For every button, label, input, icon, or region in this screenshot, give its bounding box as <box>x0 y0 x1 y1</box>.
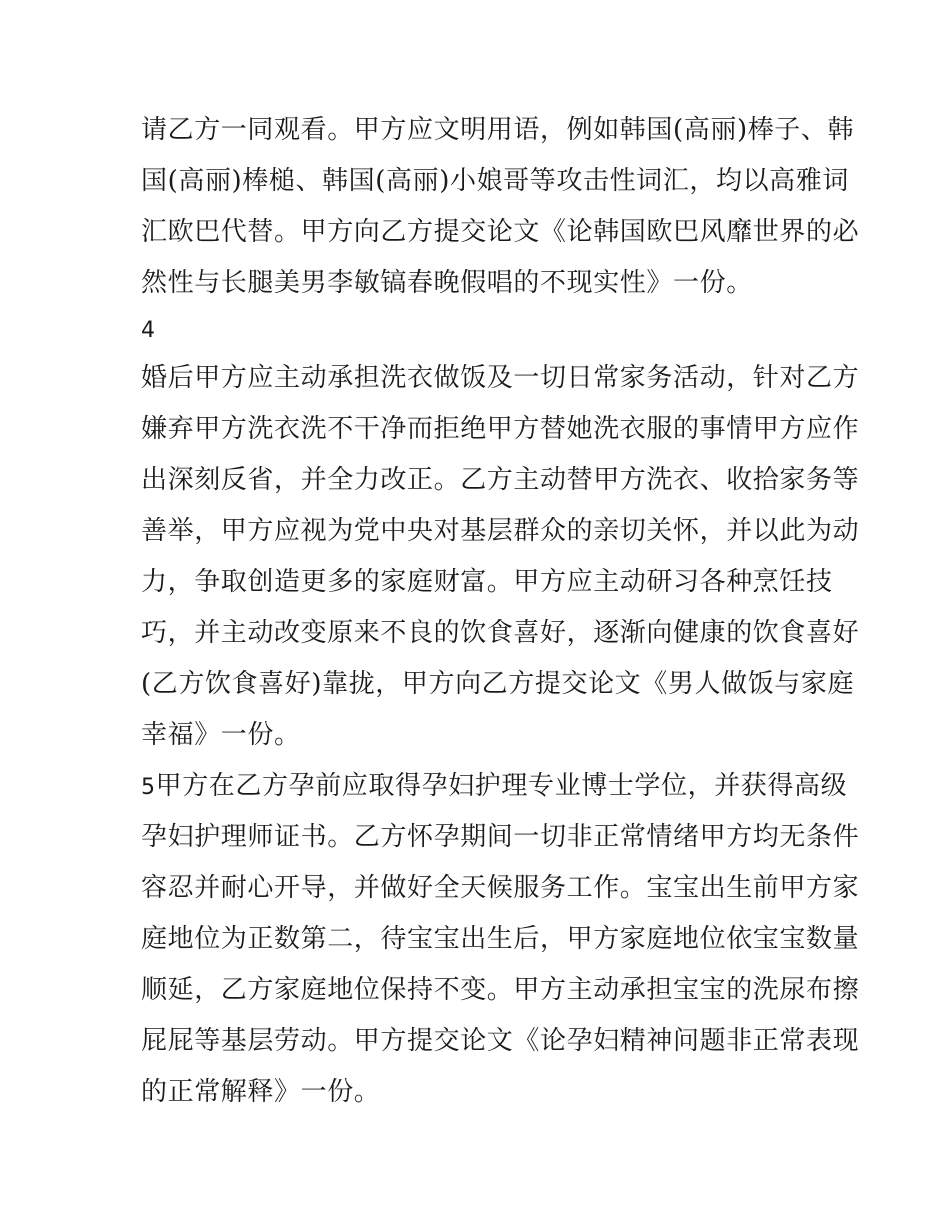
text-line: 容忍并耐心开导，并做好全天候服务工作。宝宝出生前甲方家 <box>141 873 860 903</box>
text-line: 然性与长腿美男李敏镐春晚假唱的不现实性》一份。 <box>141 268 753 298</box>
text-line: 顺延，乙方家庭地位保持不变。甲方主动承担宝宝的洗尿布擦 <box>141 975 860 1005</box>
text-line: 请乙方一同观看。甲方应文明用语，例如韩国(高丽)棒子、韩 <box>141 115 855 145</box>
text-line: 屁屁等基层劳动。甲方提交论文《论孕妇精神问题非正常表现 <box>141 1026 860 1056</box>
text-line: 孕妇护理师证书。乙方怀孕期间一切非正常情绪甲方均无条件 <box>141 822 860 852</box>
text-segment: 甲方在乙方孕前应取得孕妇护理专业博士学位，并获得高级 <box>155 771 848 801</box>
text-line: 嫌弃甲方洗衣洗不干净而拒绝甲方替她洗衣服的事情甲方应作 <box>141 414 860 444</box>
text-line <box>141 761 848 812</box>
item-4 <box>141 309 860 761</box>
document-body <box>141 105 860 1118</box>
text-line: 的正常解释》一份。 <box>141 1077 381 1107</box>
text-line: 巧，并主动改变原来不良的饮食喜好，逐渐向健康的饮食喜好 <box>141 618 860 648</box>
text-line: 汇欧巴代替。甲方向乙方提交论文《论韩国欧巴风靡世界的必 <box>141 217 860 247</box>
item-number: 4 <box>141 318 156 343</box>
text-line: 庭地位为正数第二，待宝宝出生后，甲方家庭地位依宝宝数量 <box>141 924 860 954</box>
text-line: 力，争取创造更多的家庭财富。甲方应主动研习各种烹饪技 <box>141 567 833 597</box>
text-line: 出深刻反省，并全力改正。乙方主动替甲方洗衣、收拾家务等 <box>141 465 860 495</box>
item-number: 5 <box>141 775 156 800</box>
text-line: 婚后甲方应主动承担洗衣做饭及一切日常家务活动，针对乙方 <box>141 363 860 393</box>
text-line: 善举，甲方应视为党中央对基层群众的亲切关怀，并以此为动 <box>141 516 860 546</box>
item-5 <box>141 761 860 1118</box>
text-line: 幸福》一份。 <box>141 720 301 750</box>
text-line: 国(高丽)棒槌、韩国(高丽)小娘哥等攻击性词汇，均以高雅词 <box>141 166 849 196</box>
text-line: (乙方饮食喜好)靠拢，甲方向乙方提交论文《男人做饭与家庭 <box>141 669 855 699</box>
paragraph-3 <box>141 105 860 309</box>
